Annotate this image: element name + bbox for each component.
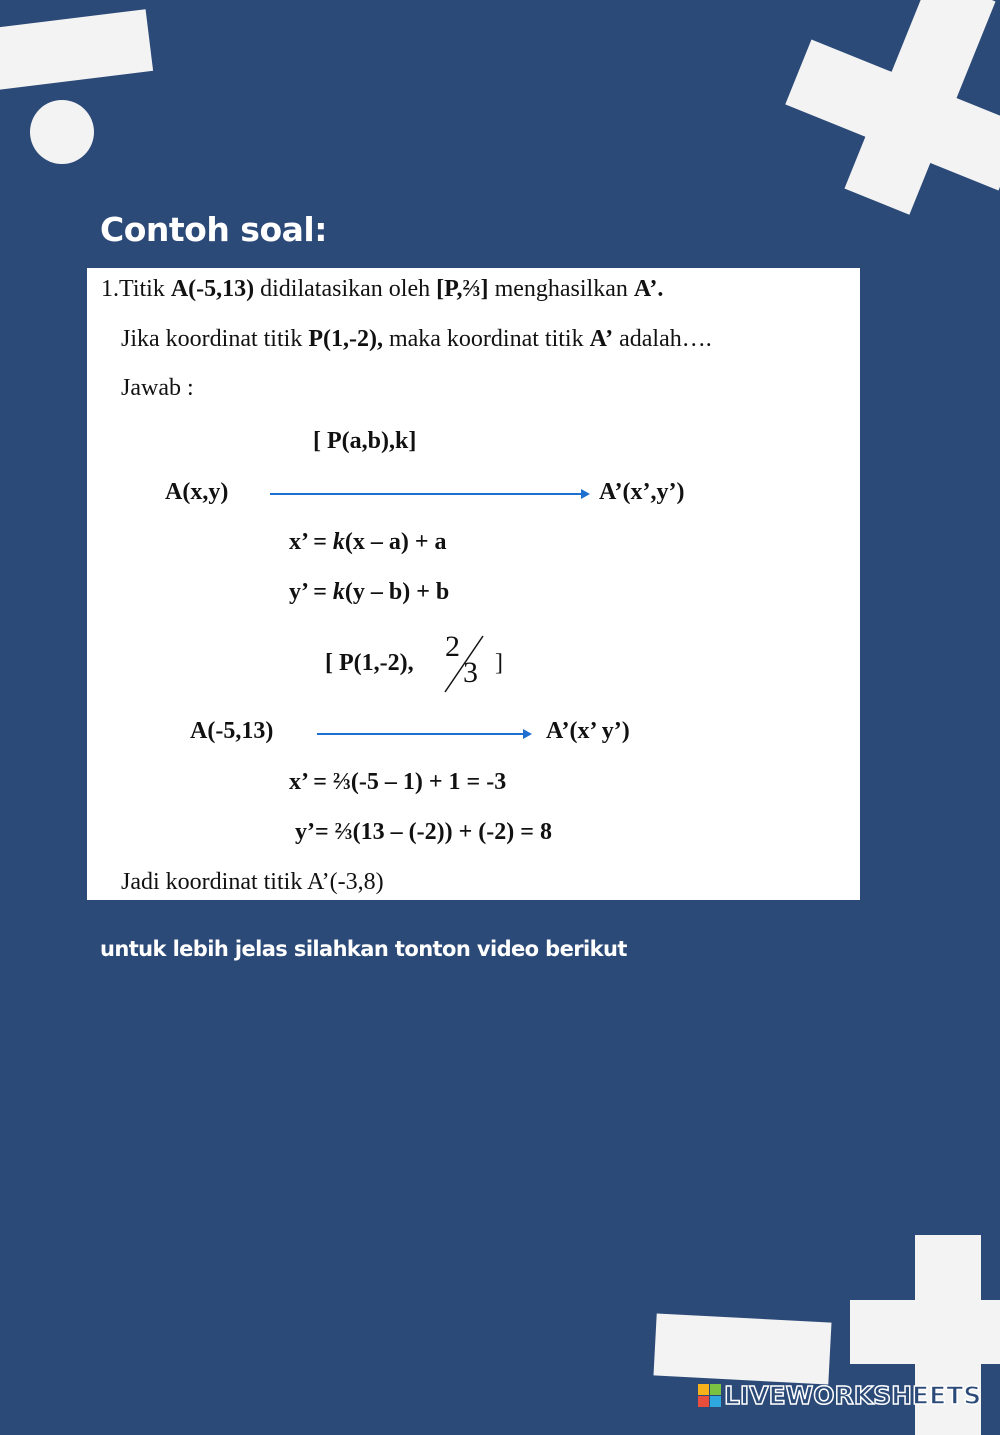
general-dilation-label: [ P(a,b),k] xyxy=(313,428,417,454)
divide-bar-shape xyxy=(0,9,153,92)
specific-point-from: A(-5,13) xyxy=(190,718,274,744)
general-point-to: A’(x’,y’) xyxy=(599,479,685,505)
specific-point-to: A’(x’ y’) xyxy=(546,718,630,744)
calc-y: y’= ⅔(13 – (-2)) + (-2) = 8 xyxy=(295,819,552,845)
calc-x: x’ = ⅔(-5 – 1) + 1 = -3 xyxy=(289,769,507,795)
page-title: Contoh soal: xyxy=(100,210,327,249)
problem-line-2: Jika koordinat titik P(1,-2), maka koordinat titik A’ adalah…. xyxy=(121,326,712,352)
specific-label-end: ] xyxy=(495,650,503,676)
example-problem-image xyxy=(87,268,860,900)
specific-arrow xyxy=(317,733,530,735)
conclusion: Jadi koordinat titik A’(-3,8) xyxy=(121,869,384,895)
plus-horizontal-bottom-shape xyxy=(850,1300,1000,1364)
answer-label: Jawab : xyxy=(121,375,194,401)
formula-y: y’ = k(y – b) + b xyxy=(289,579,450,605)
video-instruction-text: untuk lebih jelas silahkan tonton video berikut xyxy=(100,937,627,961)
formula-x: x’ = k(x – a) + a xyxy=(289,529,447,555)
divide-dot-shape xyxy=(30,100,94,164)
general-point-from: A(x,y) xyxy=(165,479,229,505)
minus-bar-bottom-shape xyxy=(653,1313,831,1384)
general-arrow xyxy=(270,493,588,495)
problem-line-1: 1.Titik A(-5,13) didilatasikan oleh [P,⅔] menghasilkan A’. xyxy=(101,276,664,302)
specific-dilation-label: [ P(1,-2), xyxy=(325,650,414,676)
liveworksheets-logo xyxy=(698,1380,981,1410)
logo-squares-icon xyxy=(698,1384,721,1407)
fraction-two-thirds: 2 3 xyxy=(439,634,491,696)
watermark-text: LIVEWORKSHEETS xyxy=(724,1380,982,1410)
